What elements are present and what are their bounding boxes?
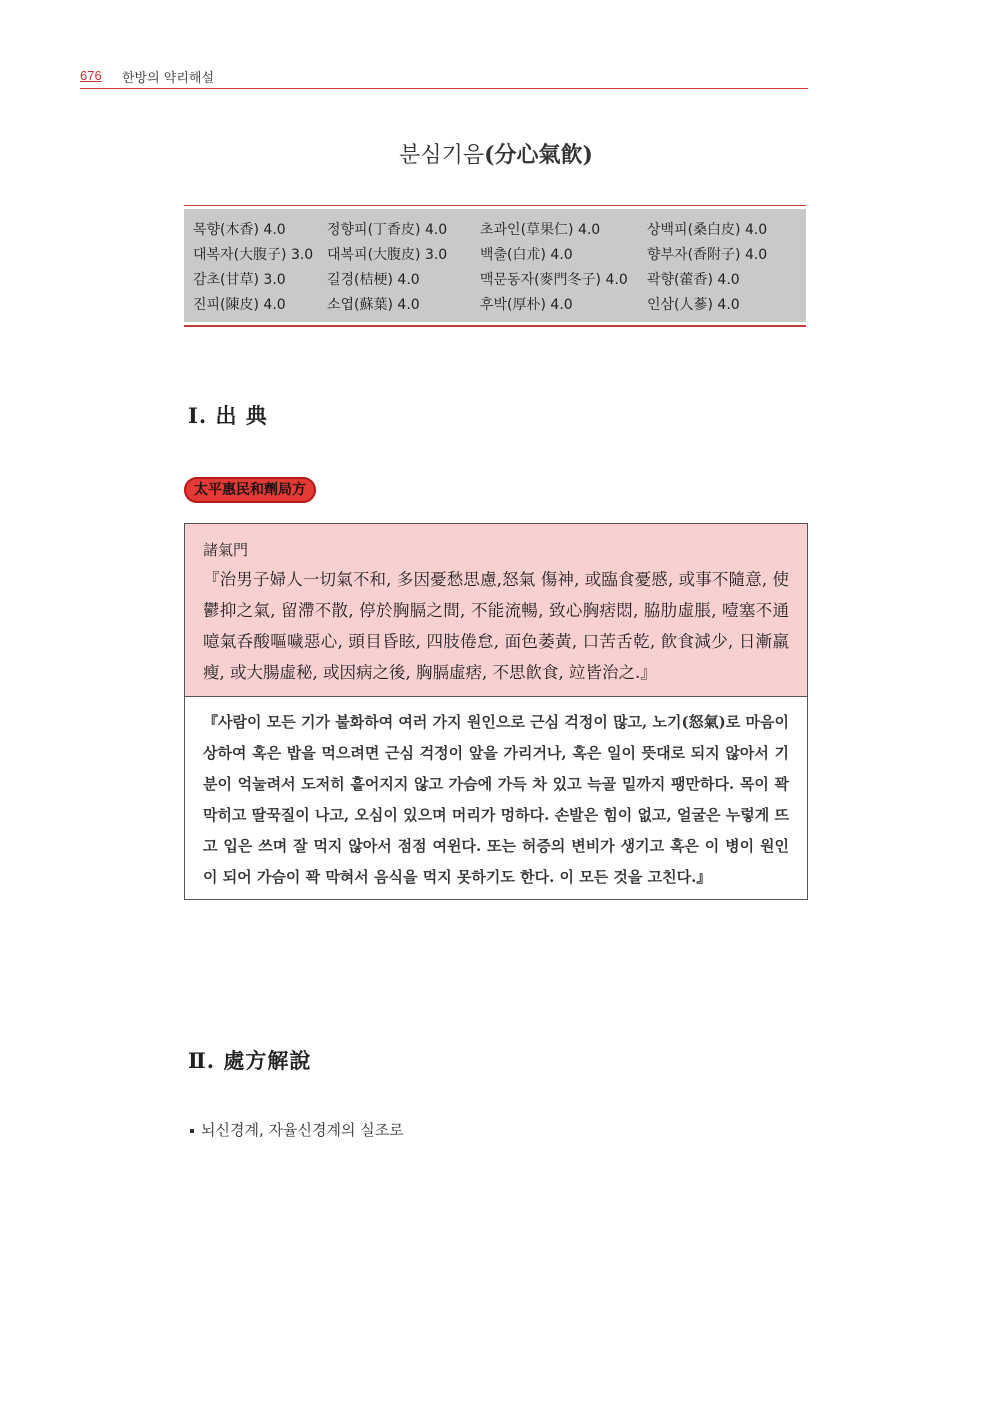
ingredients-table [184,209,806,322]
original-category-label: 諸氣門 [203,541,249,559]
page-number: 676 [80,68,102,83]
ingredient-cell: 향부자(香附子) 4.0 [647,246,768,263]
ingredient-cell: 초과인(草果仁) 4.0 [480,221,601,238]
ingredients-row [184,241,806,266]
ingredient-cell: 후박(厚朴) 4.0 [480,296,573,313]
source-quote-box [184,523,808,900]
ingredient-cell: 진피(陳皮) 4.0 [193,296,286,313]
section-heading-source: Ⅰ. 出 典 [188,403,268,428]
ingredient-cell: 상백피(桑白皮) 4.0 [647,221,768,238]
bullet-text: 뇌신경계, 자율신경계의 실조로 [201,1121,404,1139]
ingredient-cell: 곽향(藿香) 4.0 [647,271,740,288]
section-heading-explanation: Ⅱ. 處方解說 [188,1048,312,1073]
ingredients-row [184,291,806,316]
prescription-title [0,138,992,169]
ingredients-bottom-rule [184,325,806,327]
ingredient-cell: 목향(木香) 4.0 [193,221,286,238]
ingredient-cell: 인삼(人蔘) 4.0 [647,296,740,313]
original-text-panel [185,524,807,697]
ingredient-cell: 길경(桔梗) 4.0 [327,271,420,288]
ingredient-cell: 감초(甘草) 3.0 [193,271,286,288]
ingredient-cell: 대복피(大腹皮) 3.0 [327,246,448,263]
ingredient-cell: 정향피(丁香皮) 4.0 [327,221,448,238]
ingredients-top-rule [184,205,806,206]
bullet-item [190,1119,404,1140]
prescription-title-korean: 분심기음 [399,143,485,168]
book-title: 한방의 약리해설 [122,71,215,86]
ingredient-cell: 백출(白朮) 4.0 [480,246,573,263]
korean-translation: 『사람이 모든 기가 불화하여 여러 가지 원인으로 근심 걱정이 많고, 노기(怒氣)로 마음이 상하여 혹은 밥을 먹으려면 근심 걱정이 앞을 가리거나, 혹은 일이 뜻대로 되지 않아서 기분이 억눌려서 도저히 흩어지지 않고 가슴에 가득 차 있고 늑골 밑까지 팽만하다. 목이 꽉 막히고 딸꾹질이 나고, 오심이 있으며 머리가 멍하다. 손발은 힘이 없고, 얼굴은 누렇게 뜨고 입은 쓰며 잘 먹지 않아서 점점 여윈다. 또는 허증의 변비가 생기고 혹은 이 병이 원인이 되어 가슴이 꽉 막혀서 음식을 먹지 못하기도 한다. 이 모든 것을 고친다.』 [203,713,789,886]
ingredients-block [184,205,806,327]
ingredient-cell: 대복자(大腹子) 3.0 [193,246,314,263]
page-header [80,66,808,89]
prescription-title-hanja: (分心氣飮) [484,142,593,168]
bullet-icon [190,1129,194,1133]
ingredients-row [184,266,806,291]
ingredient-cell: 맥문동자(麥門冬子) 4.0 [480,271,628,288]
original-classical-text: 『治男子婦人一切氣不和, 多因憂愁思慮,怒氣 傷神, 或臨食憂慼, 或事不隨意, 使鬱抑之氣, 留滯不散, 停於胸膈之間, 不能流暢, 致心胸痞悶, 脇肋虛脹, 噎塞不通噫氣呑酸嘔噦惡心, 頭目昏眩, 四肢倦怠, 面色萎黃, 口苦舌乾, 飮食減少, 日漸羸瘦, 或大腸虛秘, 或因病之後, 胸膈虛痞, 不思飮食, 竝皆治之.』 [203,570,789,682]
ingredient-cell: 소엽(蘇葉) 4.0 [327,296,420,313]
source-badge: 太平惠民和劑局方 [184,477,316,503]
ingredients-row [184,216,806,241]
